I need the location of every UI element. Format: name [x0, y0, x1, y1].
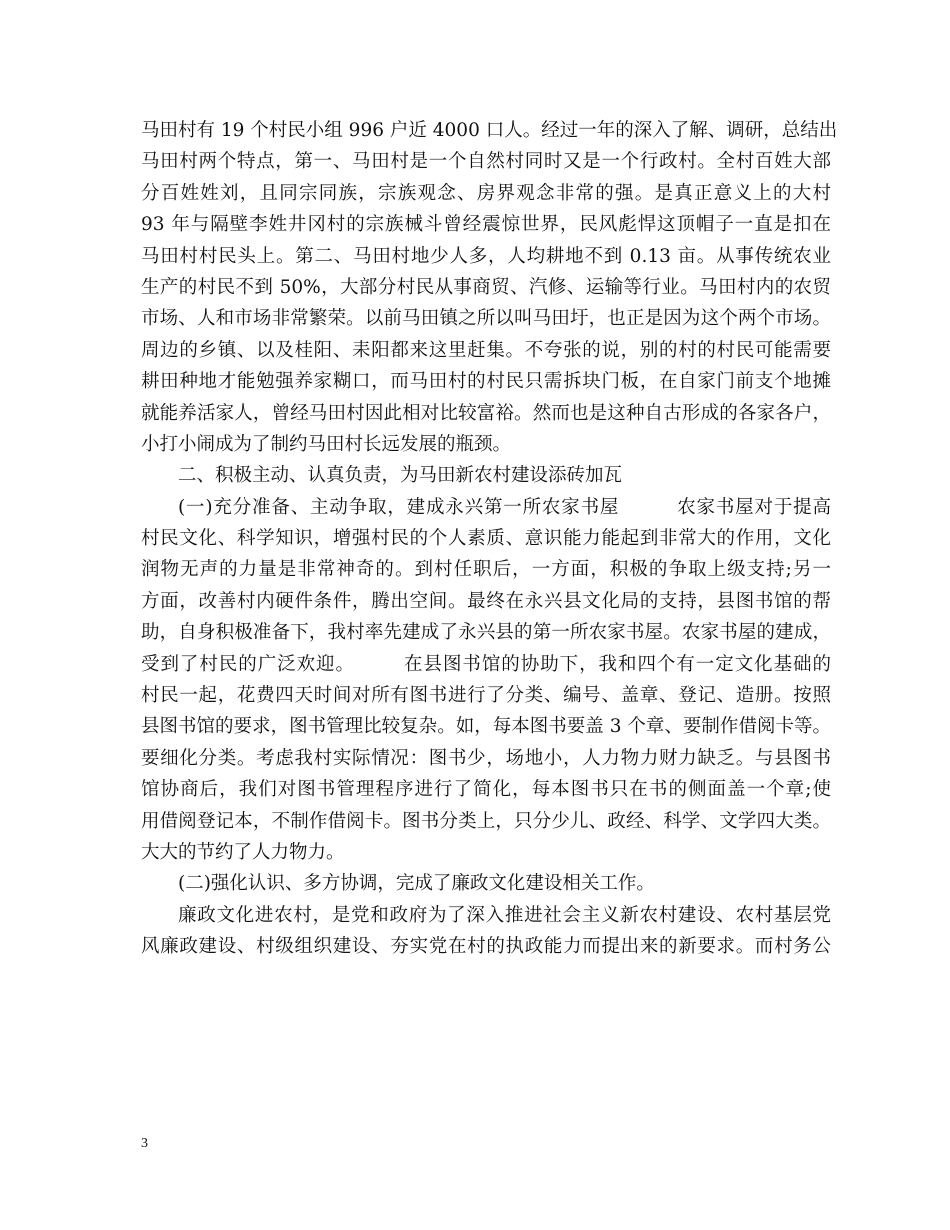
text-line: 风廉政建设、村级组织建设、夯实党在村的执政能力而提出来的新要求。而村务公	[141, 936, 831, 958]
subsection-heading: (二)强化认识、多方协调，完成了廉政文化建设相关工作。	[178, 873, 655, 895]
text-line: 润物无声的力量是非常神奇的。到村任职后，一方面，积极的争取上级支持;另一	[141, 559, 831, 581]
text-line: 村民文化、科学知识，增强村民的个人素质、意识能力能起到非常大的作用，文化	[141, 528, 831, 550]
subsection-heading: (一)充分准备、主动争取，建成永兴第一所农家书屋 农家书屋对于提高	[178, 496, 831, 518]
text-line: 周边的乡镇、以及桂阳、耒阳都来这里赶集。不夸张的说，别的村的村民可能需要	[141, 339, 831, 361]
text-line: 村民一起，花费四天时间对所有图书进行了分类、编号、盖章、登记、造册。按照	[141, 685, 831, 707]
text-line: 耕田种地才能勉强养家糊口，而马田村的村民只需拆块门板，在自家门前支个地摊	[141, 371, 831, 393]
text-line: 方面，改善村内硬件条件，腾出空间。最终在永兴县文化局的支持，县图书馆的帮	[141, 590, 831, 612]
text-line: 93 年与隔壁李姓井冈村的宗族械斗曾经震惊世界，民风彪悍这顶帽子一直是扣在	[141, 214, 831, 236]
text-line: 助，自身积极准备下，我村率先建成了永兴县的第一所农家书屋。农家书屋的建成，	[141, 622, 831, 644]
text-line: 受到了村民的广泛欢迎。 在县图书馆的协助下，我和四个有一定文化基础的	[141, 653, 831, 675]
page-number: 3	[141, 1136, 148, 1151]
text-line: 小打小闹成为了制约马田村长远发展的瓶颈。	[141, 433, 512, 455]
text-line: 馆协商后，我们对图书管理程序进行了简化，每本图书只在书的侧面盖一个章;使	[141, 779, 831, 801]
text-line: 就能养活家人，曾经马田村因此相对比较富裕。然而也是这种自古形成的各家各户，	[141, 402, 831, 424]
section-heading: 二、积极主动、认真负责，为马田新农村建设添砖加瓦	[178, 465, 623, 487]
text-line: 用借阅登记本，不制作借阅卡。图书分类上，只分少儿、政经、科学、文学四大类。	[141, 810, 831, 832]
text-line: 县图书馆的要求，图书管理比较复杂。如，每本图书要盖 3 个章、要制作借阅卡等。	[141, 716, 831, 738]
text-line: 马田村村民头上。第二、马田村地少人多，人均耕地不到 0.13 亩。从事传统农业	[141, 245, 831, 267]
text-line: 廉政文化进农村，是党和政府为了深入推进社会主义新农村建设、农村基层党	[178, 904, 831, 926]
text-line: 生产的村民不到 50%，大部分村民从事商贸、汽修、运输等行业。马田村内的农贸	[141, 276, 831, 298]
text-line: 马田村有 19 个村民小组 996 户近 4000 口人。经过一年的深入了解、调研，总结出	[141, 120, 838, 141]
text-line: 市场、人和市场非常繁荣。以前马田镇之所以叫马田圩，也正是因为这个两个市场。	[141, 308, 831, 330]
text-line: 马田村两个特点，第一、马田村是一个自然村同时又是一个行政村。全村百姓大部	[141, 151, 831, 173]
text-line: 要细化分类。考虑我村实际情况：图书少，场地小，人力物力财力缺乏。与县图书	[141, 747, 831, 769]
document-body	[141, 115, 838, 963]
text-line: 分百姓姓刘，且同宗同族，宗族观念、房界观念非常的强。是真正意义上的大村	[141, 182, 831, 204]
text-line: 大大的节约了人力物力。	[141, 841, 345, 863]
